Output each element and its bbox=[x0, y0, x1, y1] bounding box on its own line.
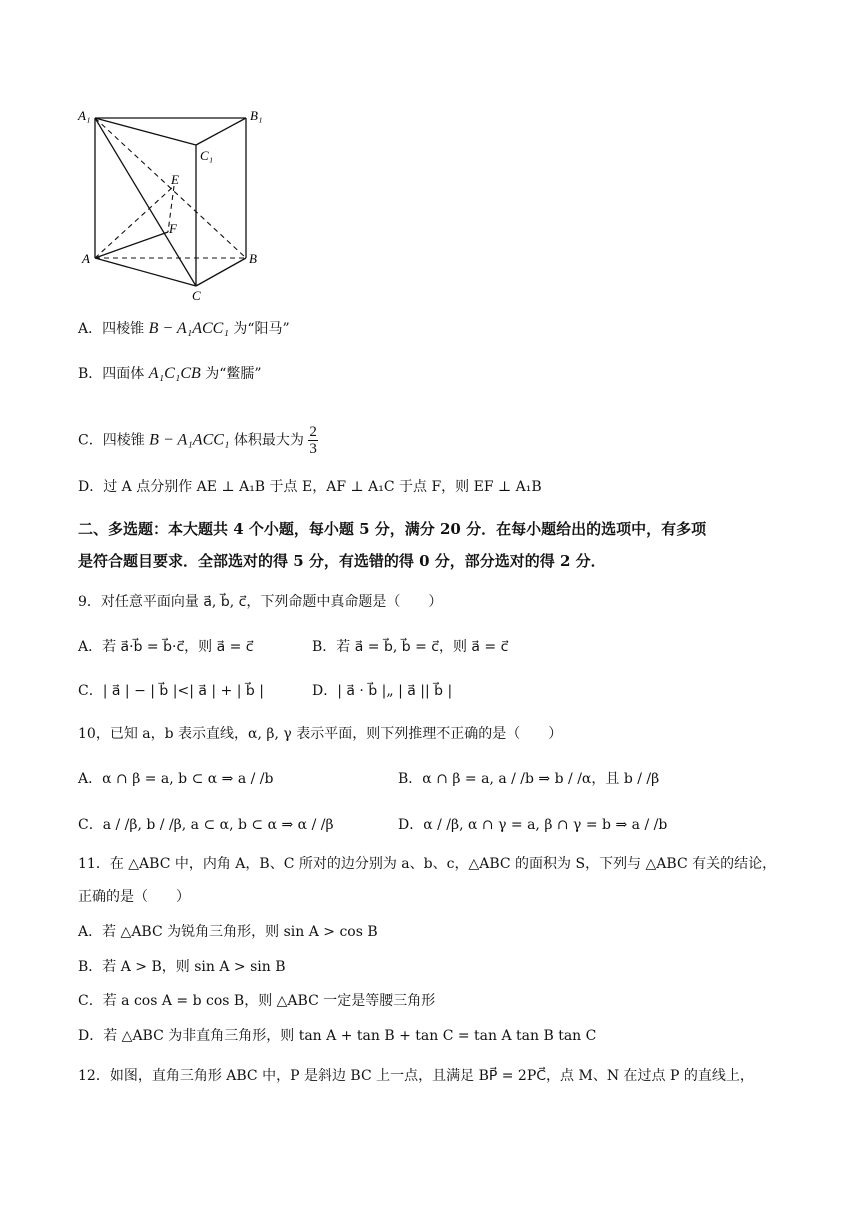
q12-stem: 12．如图，直角三角形 ABC 中，P 是斜边 BC 上一点，且满足 BP⃗ = 2PC⃗，点 M、N 在过点 P 的直线上， bbox=[78, 1068, 754, 1084]
q10-option-c: C．a / /β, b / /β, a ⊂ α, b ⊂ α ⇒ α / /β bbox=[78, 817, 334, 833]
label-A1: A₁ bbox=[78, 108, 91, 123]
q8-option-a: A．四棱锥 B − A₁ACC₁ 为“阳马” bbox=[78, 320, 290, 337]
q10-stem: 10，已知 a，b 表示直线，α, β, γ 表示平面，则下列推理不正确的是（ ） bbox=[78, 726, 563, 742]
section2-heading-line1: 二、多选题：本大题共 4 个小题，每小题 5 分，满分 20 分．在每小题给出的选项中，有多项 bbox=[78, 520, 707, 538]
q9-stem: 9．对任意平面向量 a⃗, b⃗, c⃗，下列命题中真命题是（ ） bbox=[78, 594, 443, 610]
q9-option-d: D．| a⃗ · b⃗ |„ | a⃗ || b⃗ | bbox=[312, 683, 453, 699]
label-B: B bbox=[249, 251, 257, 266]
label-A: A bbox=[82, 251, 90, 266]
q11-option-c: C．若 a cos A = b cos B，则 △ABC 一定是等腰三角形 bbox=[78, 993, 436, 1009]
q10-option-d: D．α / /β, α ∩ γ = a, β ∩ γ = b ⇒ a / /b bbox=[398, 817, 668, 833]
q11-stem-line2: 正确的是（ ） bbox=[78, 889, 190, 905]
prism-figure bbox=[70, 100, 280, 310]
q9-option-c: C．| a⃗ | − | b⃗ |<| a⃗ | + | b⃗ | bbox=[78, 683, 264, 699]
q10-option-b: B．α ∩ β = a, a / /b ⇒ b / /α，且 b / /β bbox=[398, 771, 660, 787]
q8-option-b: B．四面体 A₁C₁CB 为“鳖臑” bbox=[78, 365, 262, 382]
q11-option-a: A．若 △ABC 为锐角三角形，则 sin A > cos B bbox=[78, 924, 378, 940]
q8-option-d: D．过 A 点分别作 AE ⊥ A₁B 于点 E，AF ⊥ A₁C 于点 F，则 EF ⊥ A₁B bbox=[78, 479, 542, 495]
q9-option-b: B．若 a⃗ = b⃗, b⃗ = c⃗，则 a⃗ = c⃗ bbox=[312, 639, 509, 655]
section2-heading-line2: 是符合题目要求．全部选对的得 5 分，有选错的得 0 分，部分选对的得 2 分． bbox=[78, 552, 606, 570]
q11-option-d: D．若 △ABC 为非直角三角形，则 tan A + tan B + tan C = tan A tan B tan C bbox=[78, 1028, 597, 1044]
q8-option-c: C．四棱锥 B − A₁ACC₁ 体积最大为 $\frac{2}{3}$ bbox=[78, 424, 317, 457]
q11-stem-line1: 11．在 △ABC 中，内角 A，B、C 所对的边分别为 a、b、c，△ABC 的面积为 S，下列与 △ABC 有关的结论， bbox=[78, 856, 777, 872]
label-F: F bbox=[169, 221, 177, 236]
q10-option-a: A．α ∩ β = a, b ⊂ α ⇒ a / /b bbox=[78, 771, 274, 787]
q11-option-b: B．若 A > B，则 sin A > sin B bbox=[78, 959, 286, 975]
label-C: C bbox=[192, 288, 201, 303]
fraction-two-thirds: $\frac{2}{3}$ bbox=[309, 424, 317, 457]
label-B1: B₁ bbox=[250, 108, 263, 123]
q9-option-a: A．若 a⃗·b⃗ = b⃗·c⃗，则 a⃗ = c⃗ bbox=[78, 639, 254, 655]
label-E: E bbox=[171, 172, 179, 187]
label-C1: C₁ bbox=[200, 148, 214, 163]
